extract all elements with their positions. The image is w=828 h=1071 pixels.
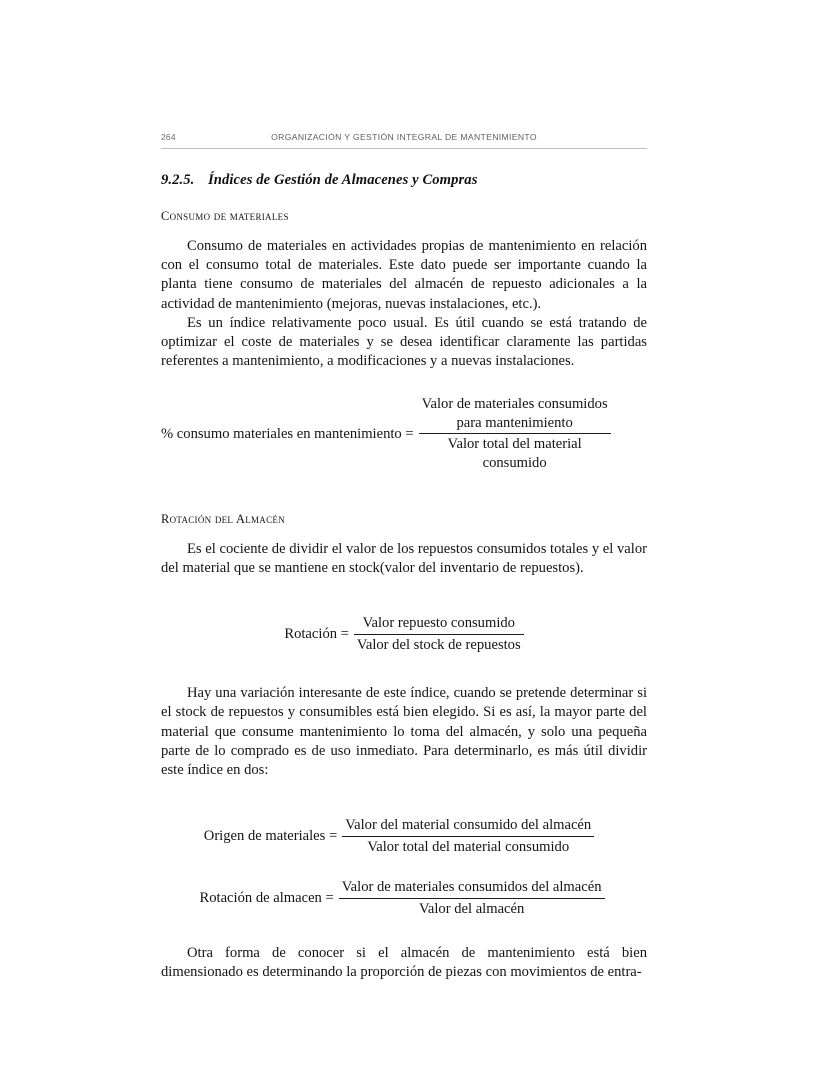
running-head-title: ORGANIZACIÓN Y GESTIÓN INTEGRAL DE MANTENIMIENTO: [271, 132, 537, 142]
page-content-column: [161, 130, 647, 982]
formula-rotacion-almacen: [161, 878, 647, 918]
formula-4-denominator: Valor del almacén: [418, 900, 525, 917]
formula-2-fraction: [354, 614, 524, 654]
formula-1-numerator-line-1: Valor de materiales consumidos: [421, 396, 608, 413]
subhead-rotacion-del-almacen: Rotación del Almacén: [161, 512, 285, 527]
formula-4-lhs: Rotación de almacen =: [199, 890, 334, 906]
formula-2-numerator: Valor repuesto consumido: [362, 615, 515, 632]
formula-1-denominator-line-1: Valor total del material: [447, 436, 582, 453]
running-head-rule: [161, 148, 647, 149]
paragraph-variacion: Hay una variación interesante de este índice, cuando se pretende determinar si el stock de repuestos y consumibles está bien elegido. Si es así, la mayor parte del material que consume mantenimiento lo toma del almacén, y solo una pequeña parte de lo comprado es de uso inmediato. Para determinarlo, es más útil dividir este índice en dos:: [161, 685, 647, 779]
paragraph-otra-forma: Otra forma de conocer si el almacén de mantenimiento está bien dimensionado es determinando la proporción de piezas con movimientos de entra-: [161, 944, 647, 981]
formula-3-fraction: [342, 816, 594, 856]
formula-1-denominator-line-2: consumido: [482, 454, 547, 471]
section-heading: [161, 172, 647, 189]
formula-1-fraction: [419, 395, 611, 472]
formula-1-numerator: [419, 395, 611, 433]
section-number: 9.2.5.: [161, 172, 195, 188]
formula-rotacion: [161, 614, 647, 654]
running-head: [161, 130, 647, 152]
page-number: 264: [161, 132, 176, 142]
formula-2-denominator: Valor del stock de repuestos: [356, 636, 521, 653]
formula-1-lhs: % consumo materiales en mantenimiento =: [161, 425, 414, 442]
formula-4-numerator: Valor de materiales consumidos del almacén: [341, 879, 602, 896]
formula-2-lhs: Rotación =: [284, 626, 349, 643]
formula-origen-materiales: [161, 816, 647, 856]
paragraph-consumo-2: Es un índice relativamente poco usual. Es útil cuando se está tratando de optimizar el coste de materiales y se desea identificar claramente las partidas referentes a mantenimiento, a modificaciones y a nuevas instalaciones.: [161, 314, 647, 370]
formula-3-numerator: Valor del material consumido del almacén: [345, 817, 592, 834]
section-title: Índices de Gestión de Almacenes y Compras: [208, 172, 478, 188]
formula-consumo-materiales: [161, 395, 647, 472]
subhead-consumo-de-materiales: Consumo de materiales: [161, 209, 289, 223]
paragraph-consumo-1: Consumo de materiales en actividades propias de mantenimiento en relación con el consumo total de materiales. Este dato puede ser importante cuando la planta tiene consumo de materiales del almacén de repuesto adicionales a la actividad de mantenimiento (mejoras, nuevas instalaciones, etc.).: [161, 238, 647, 312]
formula-3-lhs: Origen de materiales =: [203, 828, 338, 845]
paragraph-rotacion-1: Es el cociente de dividir el valor de los repuestos consumidos totales y el valor del material que se mantiene en stock(valor del inventario de repuestos).: [161, 541, 647, 577]
formula-1-numerator-line-2: para mantenimiento: [456, 414, 573, 431]
formula-3-denominator: Valor total del material consumido: [367, 838, 570, 855]
formula-4-fraction: [339, 878, 605, 918]
formula-1-denominator: [419, 434, 611, 472]
